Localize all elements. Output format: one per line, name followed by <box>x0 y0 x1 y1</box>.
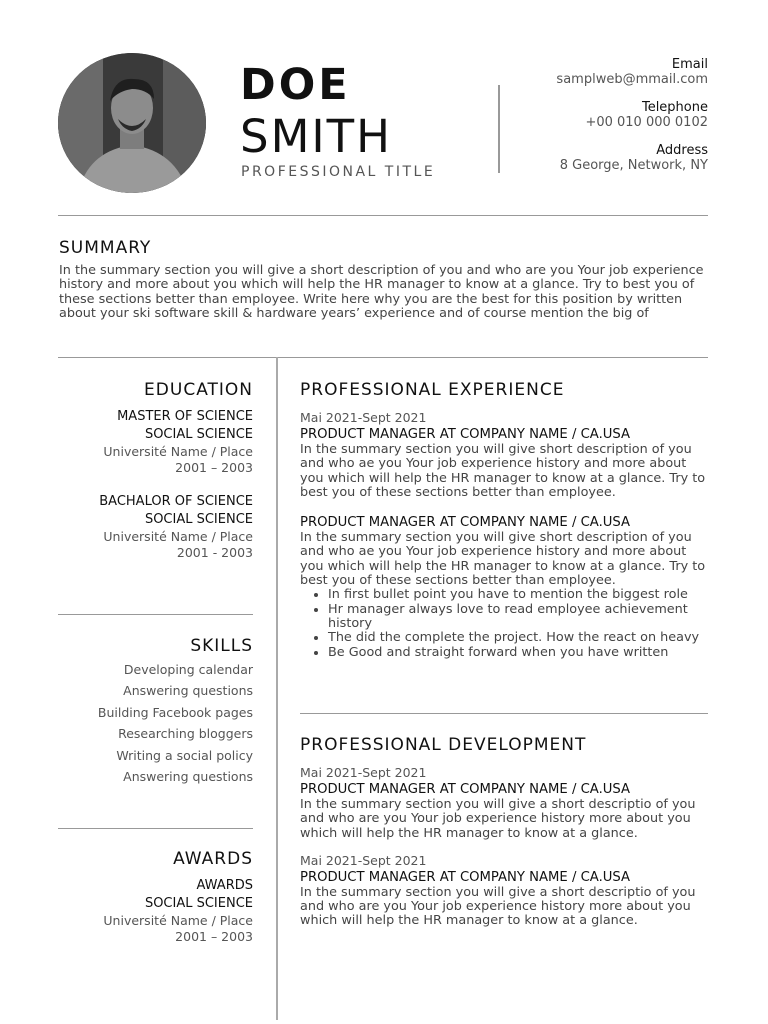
awards-heading: AWARDS <box>173 849 253 869</box>
education-school: Université Name / Place <box>103 444 253 459</box>
education-section <box>58 380 253 561</box>
telephone-value[interactable]: +00 010 000 0102 <box>585 115 708 130</box>
education-item <box>58 493 253 561</box>
education-years: 2001 - 2003 <box>176 545 253 560</box>
development-heading: PROFESSIONAL DEVELOPMENT <box>300 735 587 755</box>
experience-heading: PROFESSIONAL EXPERIENCE <box>300 380 565 400</box>
summary-text: In the summary section you will give a short description of you and who are you Your job experience history and more about you which will help the HR manager to know at a glance. Try to best you of these sections better than employee. Write here why you are the best for this position by written about your ski software skill & hardware years’ experience and of course mention the big of <box>59 263 704 321</box>
skill-item: Writing a social policy <box>116 747 253 763</box>
skills-separator <box>58 828 253 829</box>
skill-item: Building Facebook pages <box>97 704 253 720</box>
contact-block <box>556 57 708 186</box>
column-divider <box>276 357 278 1020</box>
summary-separator <box>58 357 708 358</box>
header-divider <box>498 85 500 173</box>
job-title: PRODUCT MANAGER AT COMPANY NAME / CA.USA <box>300 515 631 531</box>
experience-section <box>300 380 710 660</box>
skills-section <box>58 636 253 787</box>
bullet-item: • Hr manager always love to read employee achievement history <box>328 603 710 632</box>
development-description: In the summary section you will give a short descriptio of you and who are you Your job experience history more about you which will help the HR manager to know at a glance. <box>300 884 696 929</box>
education-degree: BACHALOR OF SCIENCE <box>99 494 253 509</box>
header-separator <box>58 215 708 216</box>
skill-item: Researching bloggers <box>118 726 253 742</box>
skill-item: Developing calendar <box>123 662 253 677</box>
email-value[interactable]: samplweb@mmail.com <box>556 72 708 87</box>
education-years: 2001 – 2003 <box>175 460 253 475</box>
development-item <box>300 853 710 929</box>
address-label: Address <box>656 143 708 158</box>
education-heading: EDUCATION <box>144 380 253 400</box>
development-section <box>300 735 710 929</box>
award-title: AWARDS <box>196 878 253 893</box>
professional-title: PROFESSIONAL TITLE <box>241 164 436 180</box>
education-separator <box>58 614 253 615</box>
education-degree: MASTER OF SCIENCE <box>117 409 253 424</box>
development-date: Mai 2021-Sept 2021 <box>300 765 427 780</box>
experience-job <box>300 514 710 660</box>
bullet-item: • In first bullet point you have to mention the biggest role <box>328 588 710 602</box>
job-title: PRODUCT MANAGER AT COMPANY NAME / CA.USA <box>300 427 631 442</box>
award-field: SOCIAL SCIENCE <box>144 896 253 911</box>
education-item <box>58 408 253 476</box>
skills-heading: SKILLS <box>190 636 253 656</box>
experience-separator <box>300 713 708 714</box>
person-portrait-icon <box>58 53 206 193</box>
development-title: PRODUCT MANAGER AT COMPANY NAME / CA.USA <box>300 782 631 797</box>
award-school: Université Name / Place <box>103 913 253 928</box>
summary-heading: SUMMARY <box>59 238 152 258</box>
education-field: SOCIAL SCIENCE <box>144 512 253 527</box>
profile-photo <box>58 53 206 193</box>
last-name: SMITH <box>240 110 392 163</box>
job-date: Mai 2021-Sept 2021 <box>300 410 427 425</box>
job-bullets <box>300 588 710 659</box>
job-description: In the summary section you will give short description of you and who ae you Your job experience history and more about you which will help the HR manager to know at a glance. Try to best you of these sections better than employee. <box>300 442 706 500</box>
address-value: 8 George, Network, NY <box>559 158 708 173</box>
skill-item: Answering questions <box>123 769 253 785</box>
bullet-item: • Be Good and straight forward when you have written <box>328 646 710 660</box>
award-years: 2001 – 2003 <box>175 929 253 944</box>
development-date: Mai 2021-Sept 2021 <box>300 852 427 868</box>
development-item <box>300 765 710 841</box>
first-name: DOE <box>240 60 351 110</box>
education-school: Université Name / Place <box>103 529 253 544</box>
email-label: Email <box>671 57 708 72</box>
awards-section <box>58 849 253 945</box>
bullet-item: • The did the complete the project. How the react on heavy <box>328 631 710 645</box>
skill-item: Answering questions <box>123 683 253 699</box>
job-description: In the summary section you will give short description of you and who ae you Your job experience history and more about you which will help the HR manager to know at a glance. Try to best you of these sections better than employee. <box>300 530 706 589</box>
development-description: In the summary section you will give a short descriptio of you and who are you Your job experience history more about you which will help the HR manager to know at a glance. <box>300 797 696 841</box>
experience-job <box>300 410 710 500</box>
telephone-label: Telephone <box>641 100 708 115</box>
development-title: PRODUCT MANAGER AT COMPANY NAME / CA.USA <box>300 869 631 885</box>
education-field: SOCIAL SCIENCE <box>144 427 253 442</box>
